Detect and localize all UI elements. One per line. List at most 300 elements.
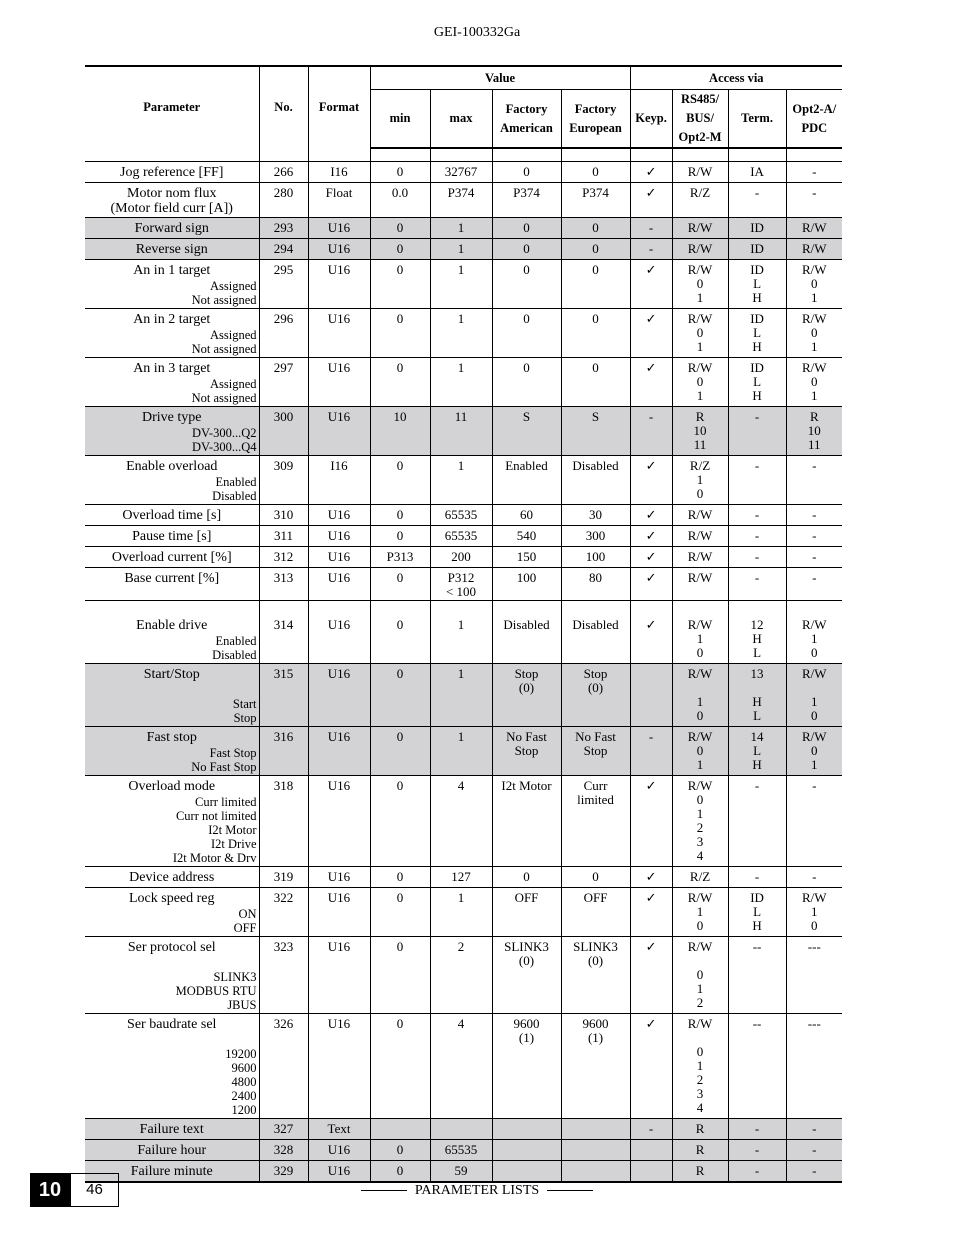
keypad-cell-value: ✓ — [645, 939, 657, 954]
format-cell-value: U16 — [327, 1142, 351, 1157]
no-cell-value: 326 — [273, 1016, 294, 1031]
keypad-cell — [630, 309, 672, 358]
terminal-cell — [728, 776, 786, 867]
parameter-option: Not assigned — [191, 391, 257, 405]
terminal-cell-line: - — [754, 549, 760, 564]
format-cell — [308, 526, 370, 547]
format-cell — [308, 867, 370, 888]
terminal-cell — [728, 547, 786, 568]
opt2a-cell-line: 0 — [811, 374, 818, 389]
format-cell — [308, 505, 370, 526]
factory-european-cell — [561, 1119, 630, 1140]
min-cell — [370, 1140, 430, 1161]
header-format: Format — [308, 66, 370, 148]
factory-european-cell-line: 0 — [592, 311, 599, 326]
parameter-name: Motor nom flux — [127, 186, 217, 201]
min-cell — [370, 547, 430, 568]
table-row — [85, 309, 842, 358]
max-cell-line: 4 — [457, 1016, 465, 1031]
format-cell — [308, 727, 370, 776]
min-cell — [370, 1161, 430, 1183]
factory-european-cell-line: 9600 — [582, 1016, 609, 1031]
factory-european-cell — [561, 776, 630, 867]
factory-american-cell-line: 9600 — [513, 1016, 540, 1031]
no-cell-value: 322 — [273, 890, 294, 905]
rs485-cell-line: 3 — [696, 834, 704, 849]
min-cell-line: 0 — [396, 241, 404, 256]
factory-european-cell-line: S — [591, 409, 600, 424]
max-cell — [430, 162, 492, 183]
keypad-cell — [630, 1119, 672, 1140]
keypad-cell-value: ✓ — [645, 549, 657, 564]
parameter-name: Failure text — [139, 1122, 204, 1137]
rs485-cell — [672, 727, 728, 776]
no-cell-value: 310 — [273, 507, 294, 522]
keypad-cell — [630, 239, 672, 260]
no-cell-value: 315 — [273, 666, 294, 681]
parameter-name: Device address — [129, 870, 215, 885]
footer-rule-left — [361, 1190, 407, 1191]
max-cell-line: 1 — [457, 890, 465, 905]
parameter-option: Disabled — [212, 648, 257, 662]
table-row — [85, 1161, 842, 1183]
opt2a-cell — [786, 1140, 842, 1161]
opt2a-cell — [786, 456, 842, 505]
factory-european-cell — [561, 309, 630, 358]
rs485-cell-line: R/Z — [689, 458, 711, 473]
keypad-cell — [630, 601, 672, 664]
min-cell-line: 0 — [396, 666, 404, 681]
rs485-cell-line: 1 — [696, 290, 704, 305]
factory-european-cell-line: 0 — [592, 262, 599, 277]
terminal-cell-line: ID — [750, 241, 764, 256]
format-cell-value: U16 — [327, 1163, 351, 1178]
rs485-cell-line: R/W — [687, 1016, 713, 1031]
max-cell-line: 1 — [457, 311, 465, 326]
opt2a-cell — [786, 239, 842, 260]
min-cell-line: 0 — [396, 1142, 404, 1157]
rs485-cell-line: 0 — [696, 967, 704, 982]
terminal-cell-line: L — [753, 325, 762, 340]
keypad-cell-value: ✓ — [645, 185, 657, 200]
table-row — [85, 183, 842, 218]
table-row — [85, 568, 842, 601]
header-factory-american-line: American — [500, 120, 553, 135]
rs485-cell-line: R/W — [687, 617, 713, 632]
max-cell-line: 1 — [457, 729, 465, 744]
rs485-cell-line: 0 — [696, 325, 704, 340]
terminal-cell — [728, 888, 786, 937]
no-cell — [259, 727, 308, 776]
parameter-name: Overload mode — [128, 779, 216, 794]
rs485-cell-line: 4 — [696, 1100, 704, 1115]
rs485-cell-line: 1 — [696, 339, 704, 354]
rs485-cell-line: R — [695, 1142, 705, 1157]
table-row — [85, 358, 842, 407]
max-cell-line: 59 — [454, 1163, 468, 1178]
max-cell — [430, 505, 492, 526]
no-cell — [259, 260, 308, 309]
terminal-cell — [728, 937, 786, 1014]
keypad-cell-value: ✓ — [645, 311, 657, 326]
factory-european-cell — [561, 568, 630, 601]
min-cell-line: 0 — [396, 939, 404, 954]
min-cell-line: 0 — [396, 570, 404, 585]
keypad-cell — [630, 407, 672, 456]
factory-american-cell-line: 0 — [523, 869, 530, 884]
header-rs485-line: BUS/ — [686, 111, 714, 125]
no-cell-value: 314 — [273, 617, 294, 632]
terminal-cell-line: L — [753, 708, 762, 723]
no-cell — [259, 888, 308, 937]
format-cell-value: U16 — [327, 939, 351, 954]
rs485-cell-line: R/W — [687, 528, 713, 543]
no-cell — [259, 1161, 308, 1183]
format-cell-value: U16 — [327, 311, 351, 326]
rs485-cell-line: 2 — [696, 995, 704, 1010]
opt2a-cell — [786, 526, 842, 547]
rs485-cell-line: 0 — [696, 486, 704, 501]
max-cell-line: 65535 — [444, 507, 478, 522]
keypad-cell-value: - — [648, 409, 654, 424]
footer-title-text: PARAMETER LISTS — [414, 1183, 540, 1198]
parameter-cell — [85, 1119, 259, 1140]
header-value: Value — [370, 66, 630, 90]
parameter-option: Not assigned — [191, 293, 257, 307]
format-cell — [308, 260, 370, 309]
min-cell-line: 0 — [396, 869, 404, 884]
format-cell-value: U16 — [327, 666, 351, 681]
terminal-cell-line: - — [754, 185, 760, 200]
terminal-cell-line: H — [752, 918, 762, 933]
parameter-option: I2t Motor — [208, 823, 257, 837]
row-gap — [675, 604, 726, 618]
terminal-cell-line: ID — [750, 890, 764, 905]
terminal-cell-line: L — [753, 743, 762, 758]
table-row — [85, 1119, 842, 1140]
factory-american-cell — [492, 601, 561, 664]
rs485-cell-line: 4 — [696, 848, 704, 863]
parameter-option: Enabled — [215, 634, 257, 648]
footer-rule-right — [547, 1190, 593, 1191]
max-cell — [430, 776, 492, 867]
factory-american-cell-line: 150 — [516, 549, 537, 564]
opt2a-cell-line: R/W — [802, 262, 827, 277]
opt2a-cell-line: 1 — [811, 290, 818, 305]
parameter-name: Jog reference [FF] — [120, 165, 224, 180]
parameter-option: I2t Motor & Drv — [172, 851, 257, 865]
table-row — [85, 456, 842, 505]
table-row — [85, 664, 842, 727]
rs485-cell-line: R/W — [687, 939, 713, 954]
factory-american-cell — [492, 526, 561, 547]
factory-american-cell — [492, 183, 561, 218]
header-opt2a-line: Opt2-A/ — [792, 101, 837, 116]
opt2a-cell-line: - — [812, 1142, 817, 1157]
rs485-cell — [672, 218, 728, 239]
max-cell-line: 11 — [454, 409, 468, 424]
no-cell — [259, 505, 308, 526]
factory-european-cell — [561, 601, 630, 664]
min-cell — [370, 309, 430, 358]
no-cell-value: 300 — [273, 409, 294, 424]
rs485-cell — [672, 888, 728, 937]
header-factory-american — [492, 90, 561, 149]
parameter-cell — [85, 218, 259, 239]
max-cell — [430, 526, 492, 547]
terminal-cell-line: H — [752, 631, 762, 646]
max-cell — [430, 937, 492, 1014]
terminal-cell-line: - — [754, 570, 760, 585]
rs485-cell-line: 3 — [696, 1086, 704, 1101]
format-cell — [308, 1119, 370, 1140]
parameter-name: Ser baudrate sel — [127, 1017, 217, 1032]
format-cell — [308, 547, 370, 568]
header-rs485 — [672, 90, 728, 149]
rs485-cell-line: 2 — [696, 1072, 704, 1087]
parameter-cell — [85, 260, 259, 309]
parameter-name: (Motor field curr [A]) — [110, 201, 233, 216]
no-cell-value: 318 — [273, 778, 294, 793]
factory-american-cell — [492, 239, 561, 260]
min-cell-line: 0 — [396, 311, 404, 326]
table-row — [85, 601, 842, 664]
parameter-option: 4800 — [231, 1075, 257, 1089]
no-cell-value: 293 — [273, 220, 294, 235]
factory-american-cell-line: 0 — [523, 164, 530, 179]
rs485-cell — [672, 1140, 728, 1161]
format-cell — [308, 309, 370, 358]
header-min: min — [370, 90, 430, 149]
min-cell — [370, 867, 430, 888]
opt2a-cell-line: 1 — [811, 388, 818, 403]
opt2a-cell-line: R/W — [802, 617, 827, 632]
min-cell-line: 0 — [396, 164, 404, 179]
max-cell — [430, 456, 492, 505]
parameter-cell — [85, 239, 259, 260]
factory-american-cell-line: SLINK3 — [504, 939, 549, 954]
max-cell-line: 65535 — [444, 528, 478, 543]
min-cell — [370, 183, 430, 218]
terminal-cell-line: ID — [750, 262, 764, 277]
no-cell — [259, 547, 308, 568]
rs485-cell — [672, 309, 728, 358]
parameter-name: Enable overload — [126, 459, 218, 474]
rs485-cell — [672, 260, 728, 309]
keypad-cell — [630, 358, 672, 407]
parameter-name: Overload current [%] — [111, 550, 232, 565]
min-cell — [370, 1119, 430, 1140]
opt2a-cell-line: - — [812, 1163, 817, 1178]
rs485-cell-line: 1 — [696, 631, 704, 646]
terminal-cell — [728, 407, 786, 456]
factory-european-cell — [561, 1161, 630, 1183]
factory-european-cell-line: 0 — [592, 360, 599, 375]
row-gap — [373, 604, 428, 618]
format-cell — [308, 568, 370, 601]
format-cell — [308, 1161, 370, 1183]
parameter-option: 9600 — [231, 1061, 257, 1075]
factory-european-cell-line: P374 — [582, 185, 609, 200]
factory-american-cell — [492, 1140, 561, 1161]
keypad-cell — [630, 260, 672, 309]
factory-american-cell-line — [495, 1122, 559, 1136]
min-cell-line: 0.0 — [391, 185, 409, 200]
no-cell-value: 295 — [273, 262, 294, 277]
no-cell-value: 323 — [273, 939, 294, 954]
factory-american-cell-line: 0 — [523, 220, 530, 235]
parameter-option: DV-300...Q4 — [192, 440, 257, 454]
max-cell — [430, 407, 492, 456]
opt2a-cell-line: - — [812, 164, 817, 179]
min-cell-line — [373, 1122, 428, 1136]
header-keyp: Keyp. — [630, 90, 672, 149]
keypad-cell — [630, 1161, 672, 1183]
parameter-cell — [85, 526, 259, 547]
opt2a-cell-line: R/W — [802, 890, 827, 905]
terminal-cell-line: - — [754, 1163, 760, 1178]
no-cell — [259, 407, 308, 456]
min-cell-line: 0 — [396, 528, 404, 543]
no-cell — [259, 358, 308, 407]
factory-european-cell — [561, 260, 630, 309]
rs485-cell — [672, 867, 728, 888]
rs485-cell-line: R — [695, 1121, 705, 1136]
parameter-option: Curr limited — [195, 795, 257, 809]
parameter-cell — [85, 867, 259, 888]
rs485-cell-line: 11 — [693, 437, 707, 452]
format-cell — [308, 601, 370, 664]
rs485-cell — [672, 1161, 728, 1183]
max-cell — [430, 888, 492, 937]
min-cell-line: 0 — [396, 220, 404, 235]
rs485-cell-line: 0 — [696, 743, 704, 758]
rs485-cell-line: R/W — [687, 570, 713, 585]
parameter-cell — [85, 601, 259, 664]
max-cell — [430, 664, 492, 727]
rs485-cell — [672, 547, 728, 568]
rs485-cell-line — [675, 954, 726, 968]
rs485-cell-line: 1 — [696, 806, 704, 821]
factory-european-cell-line: 0 — [592, 241, 599, 256]
parameter-name: An in 3 target — [133, 361, 211, 376]
parameter-name: Pause time [s] — [132, 529, 212, 544]
factory-european-cell-line: (1) — [587, 1030, 604, 1045]
factory-american-cell-line: Stop — [514, 743, 539, 758]
opt2a-cell-line: 1 — [811, 631, 818, 646]
table-row — [85, 526, 842, 547]
keypad-cell-value: - — [648, 241, 654, 256]
opt2a-cell — [786, 183, 842, 218]
rs485-cell-line: 1 — [696, 757, 704, 772]
keypad-cell — [630, 456, 672, 505]
rs485-cell-line: 0 — [696, 276, 704, 291]
rs485-cell-line: R/Z — [689, 185, 711, 200]
opt2a-cell-line: - — [812, 528, 817, 543]
header-opt2a — [786, 90, 842, 149]
header-access-via: Access via — [630, 66, 842, 90]
parameter-table — [85, 65, 842, 1183]
terminal-cell-line: - — [754, 778, 760, 793]
parameter-name: Failure minute — [130, 1164, 213, 1179]
opt2a-cell — [786, 867, 842, 888]
max-cell-line: 200 — [451, 549, 471, 564]
row-gap — [433, 604, 490, 618]
keypad-cell — [630, 568, 672, 601]
format-cell-value: I16 — [330, 164, 348, 179]
factory-european-cell — [561, 664, 630, 727]
max-cell-line: P312 — [447, 570, 475, 585]
no-cell-value: 316 — [273, 729, 294, 744]
format-cell-value: U16 — [327, 528, 351, 543]
table-row — [85, 239, 842, 260]
opt2a-cell-line: R/W — [802, 311, 827, 326]
parameter-cell — [85, 568, 259, 601]
parameter-name: Lock speed reg — [128, 891, 215, 906]
parameter-option: MODBUS RTU — [175, 984, 257, 998]
parameter-option: Fast Stop — [209, 746, 257, 760]
parameter-option: Curr not limited — [175, 809, 257, 823]
factory-european-cell — [561, 937, 630, 1014]
factory-american-cell — [492, 358, 561, 407]
factory-european-cell-line: OFF — [583, 890, 608, 905]
factory-american-cell — [492, 162, 561, 183]
factory-american-cell — [492, 1014, 561, 1119]
keypad-cell — [630, 888, 672, 937]
header-max: max — [430, 90, 492, 149]
factory-european-cell-line: Stop — [583, 666, 608, 681]
min-cell-line: 0 — [396, 1016, 404, 1031]
rs485-cell-line: R/W — [687, 164, 713, 179]
opt2a-cell — [786, 407, 842, 456]
opt2a-cell-line: R/W — [802, 220, 827, 235]
no-cell-value: 309 — [273, 458, 294, 473]
parameter-option: Disabled — [212, 489, 257, 503]
format-cell — [308, 239, 370, 260]
factory-american-cell — [492, 1161, 561, 1183]
keypad-cell-value: ✓ — [645, 778, 657, 793]
max-cell-line: 1 — [457, 360, 465, 375]
parameter-option: JBUS — [227, 998, 257, 1012]
terminal-cell-line: - — [754, 528, 760, 543]
parameter-name: Start/Stop — [143, 667, 200, 682]
factory-european-cell — [561, 505, 630, 526]
factory-european-cell-line: limited — [577, 792, 614, 807]
terminal-cell-line: H — [752, 339, 762, 354]
format-cell-value: U16 — [327, 360, 351, 375]
rs485-cell-line: R/W — [687, 890, 713, 905]
opt2a-cell-line: - — [812, 1121, 817, 1136]
parameter-option — [87, 956, 257, 970]
parameter-name: Overload time [s] — [122, 508, 222, 523]
opt2a-cell-line: 0 — [811, 708, 818, 723]
min-cell — [370, 358, 430, 407]
parameter-option: I2t Drive — [211, 837, 257, 851]
factory-american-cell-line: I2t Motor — [501, 778, 552, 793]
min-cell — [370, 505, 430, 526]
rs485-cell — [672, 505, 728, 526]
factory-american-cell — [492, 776, 561, 867]
table-row — [85, 162, 842, 183]
keypad-cell — [630, 183, 672, 218]
factory-european-cell — [561, 547, 630, 568]
max-cell-line: < 100 — [445, 584, 477, 599]
parameter-cell — [85, 407, 259, 456]
terminal-cell-line: - — [754, 869, 760, 884]
rs485-cell — [672, 601, 728, 664]
keypad-cell — [630, 727, 672, 776]
factory-american-cell-line: P374 — [513, 185, 540, 200]
